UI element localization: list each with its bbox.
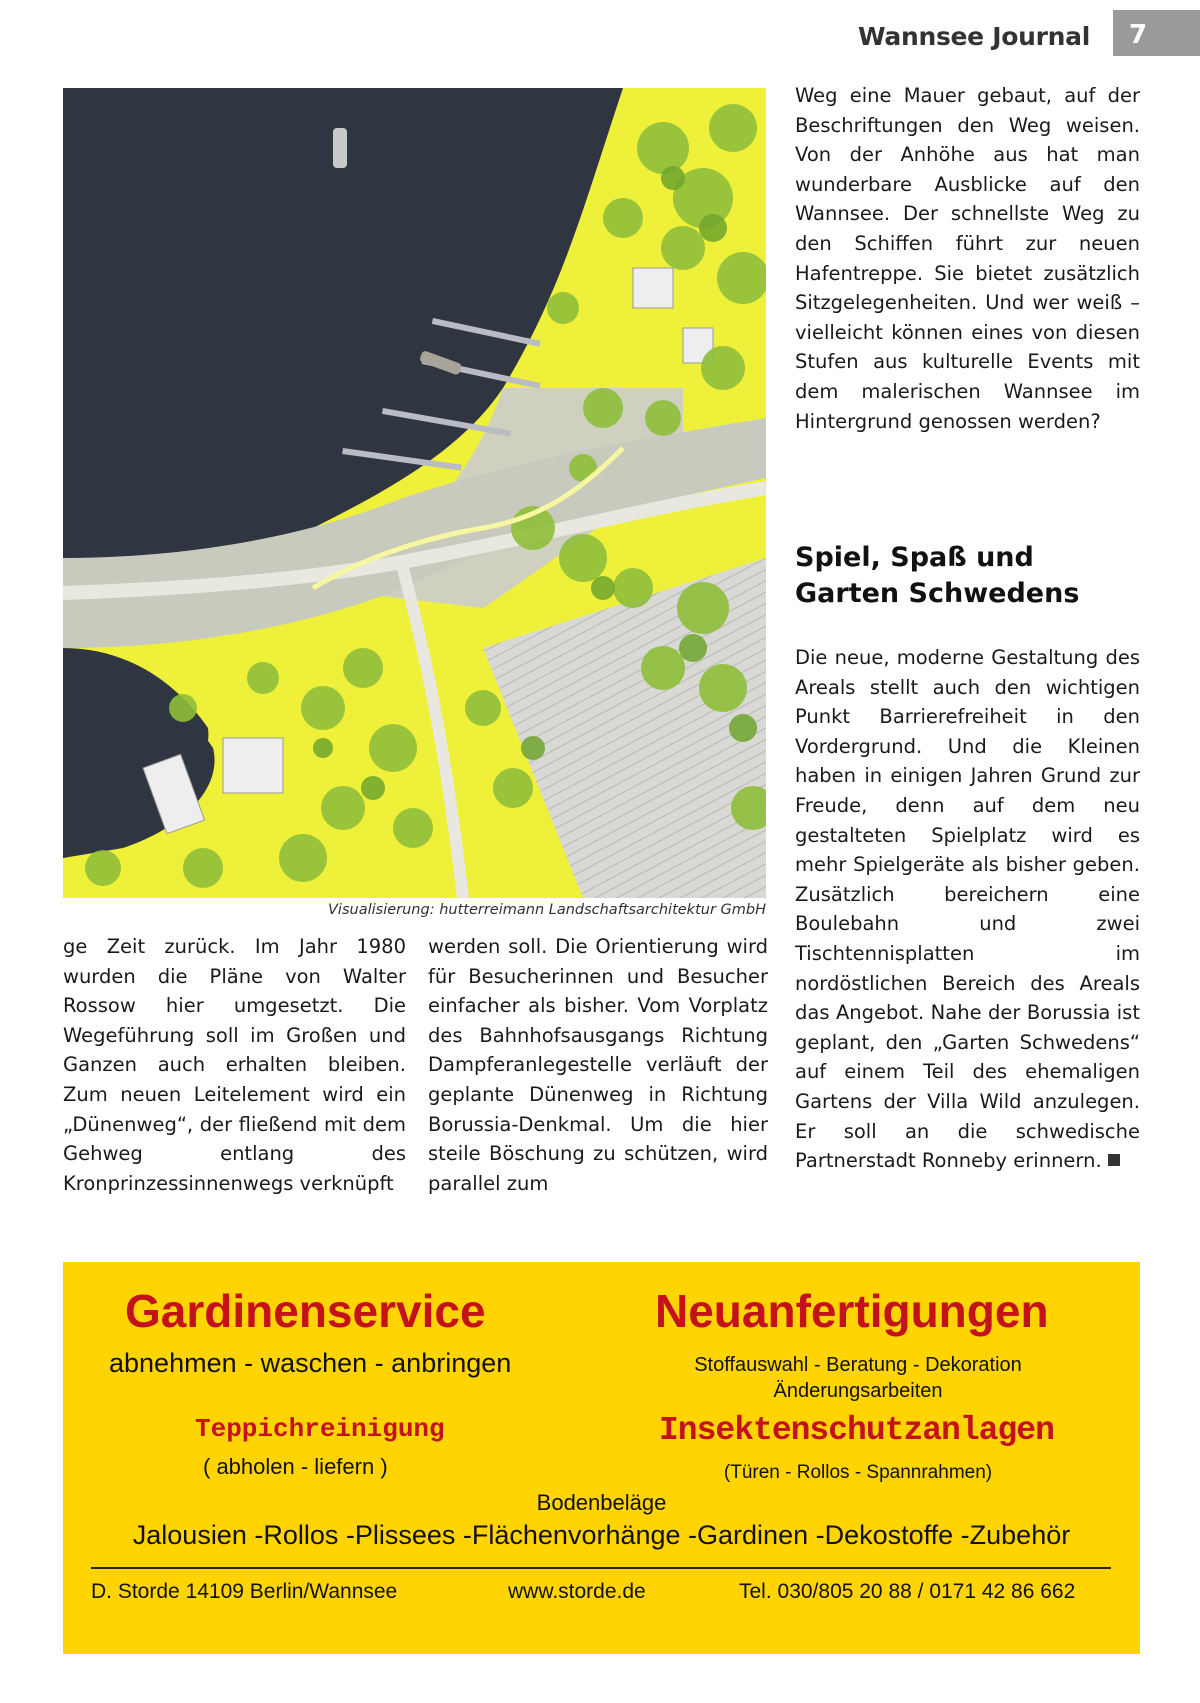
figure-caption: Visualisierung: hutterreimann Landschaftsarchitektur GmbH [328,902,766,918]
ad-abnehmen: abnehmen - waschen - anbringen [109,1348,512,1378]
ad-stoffauswahl: Stoffauswahl - Beratung - Dekoration [694,1354,1022,1376]
article-text-right-top: Weg eine Mauer gebaut, auf der Beschriftungen den Weg weisen. Von der Anhöhe aus hat man wunderbare Ausblicke auf den Wannsee. Der schnellste Weg zu den Schiffen führt zur neuen Hafentreppe. Sie bietet zusätzlich Sitzgelegenheiten. Und wer weiß – vielleicht können eines von diesen Stufen aus kulturelle Events mit dem malerischen Wannsee im Hintergrund genossen werden? [795,84,1140,433]
ad-bodenbelaege: Bodenbeläge [536,1490,667,1515]
article-text-right-bottom [795,643,1140,1176]
page-number: 7 [1113,10,1200,56]
ad-neuanfertigungen: Neuanfertigungen [655,1285,1049,1337]
ad-telephone: Tel. 030/805 20 88 / 0171 42 86 662 [739,1580,1076,1603]
article-paragraph: Die neue, moderne Gestaltung des Areals stellt auch den wichtigen Punkt Barrierefreiheit in den Vordergrund. Und die Kleinen haben in einigen Jahren Grund zur Freude, denn auf dem neu gestalteten Spielplatz wird es mehr Spielgeräte als bisher geben. Zusätzlich bereichern eine Boulebahn und zwei Tischtennisplatten im nordöstlichen Bereich des Areals das Angebot. Nahe der Borussia ist geplant, den „Garten Schwedens“ auf einem Teil des ehemaligen Gartens der Villa Wild anzulegen. Er soll an die schwedische Partnerstadt Ronneby erinnern. [795,646,1140,1173]
ad-jalousien: Jalousien -Rollos -Plissees -Flächenvorhänge -Gardinen -Dekostoffe -Zubehör [132,1520,1071,1550]
ad-address: D. Storde 14109 Berlin/Wannsee [91,1580,398,1603]
ad-divider [91,1567,1111,1569]
article-text-middle: werden soll. Die Orientierung wird für Besucherinnen und Besucher einfacher als bisher. Vom Vorplatz des Bahnhofsausgangs Richtung Dampferanlegestelle verläuft der geplante Dünenweg in Richtung Borussia-Denkmal. Um die hier steile Böschung zu schützen, wird parallel zum [428,935,768,1195]
section-heading: Spiel, Spaß und Garten Schwedens [795,542,1080,609]
ad-tueren: (Türen - Rollos - Spannrahmen) [723,1462,993,1483]
journal-title: Wannsee Journal [858,22,1090,51]
site-plan-image [63,88,766,898]
ad-website-link[interactable]: www.storde.de [508,1580,646,1603]
ad-gardinenservice: Gardinenservice [125,1285,486,1337]
article-text-left: ge Zeit zurück. Im Jahr 1980 wurden die Pläne von Walter Rossow hier umgesetzt. Die Wegeführung soll im Großen und Ganzen auch erhalten bleiben. Zum neuen Leitelement wird ein „Dünenweg“, der fließend mit dem Gehweg entlang des Kronprinzessinnenwegs verknüpft [63,935,406,1195]
advertisement [63,1262,1140,1654]
end-mark-icon [1108,1154,1120,1166]
ad-insektenschutz: Insektenschutzanlagen [659,1412,1054,1449]
ad-teppichreinigung: Teppichreinigung [195,1414,445,1444]
ad-aenderungsarbeiten: Änderungsarbeiten [773,1380,943,1402]
ad-abholen: ( abholen - liefern ) [203,1454,388,1479]
